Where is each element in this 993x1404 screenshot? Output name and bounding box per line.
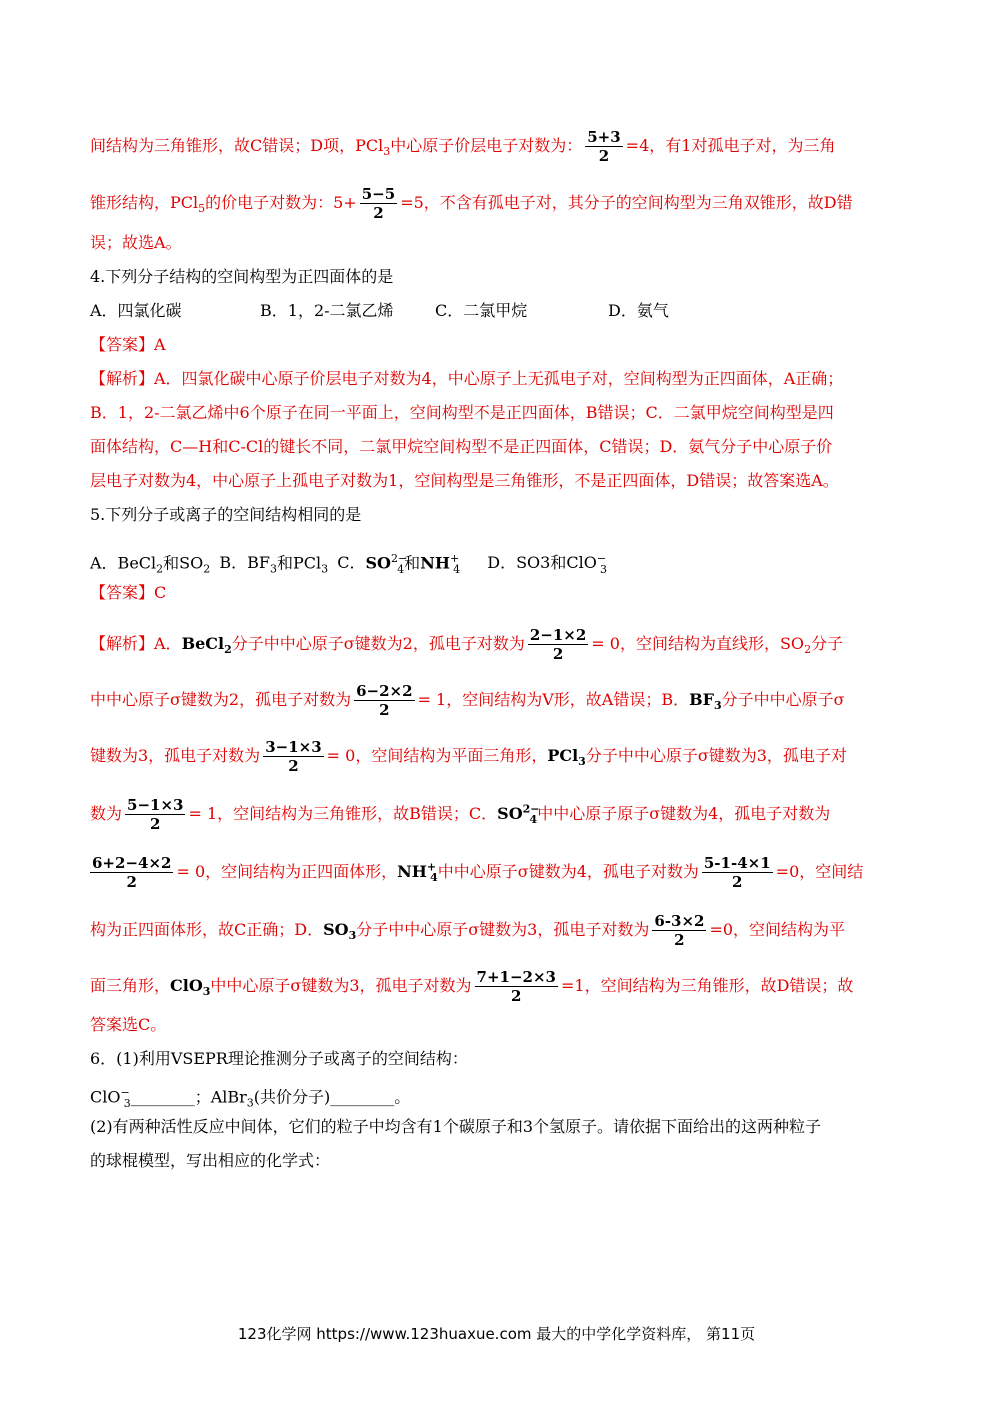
fraction-numerator: 5+3	[587, 128, 621, 146]
explanation-line	[90, 185, 853, 222]
explanation-5-line	[90, 854, 863, 891]
option-c: C．二氯甲烷	[435, 301, 528, 320]
fraction-numerator: 7+1−2×3	[476, 968, 556, 986]
answer-blank: ________；AlBr	[130, 1087, 247, 1107]
fraction-numerator: 5-1-4×1	[703, 854, 771, 872]
text: =0，空间结	[775, 862, 864, 881]
subscript: 2	[224, 643, 232, 657]
text: 中中心原子σ键数为4，孤电子对数为	[437, 862, 699, 881]
text: 锥形结构，PCl	[90, 193, 199, 212]
text: = 0，空间结构为正四面体形，	[176, 862, 398, 881]
subscript: 4	[397, 562, 405, 576]
text: 中中心原子σ键数为3，孤电子对数为	[210, 976, 472, 995]
subscript: 3	[202, 985, 211, 999]
superscript: 2−	[390, 552, 408, 565]
formula: PCl	[547, 746, 579, 765]
text: 中中心原子σ键数为2，孤电子对数为	[90, 690, 352, 709]
subscript: 3	[246, 1096, 254, 1110]
text: 分子	[811, 634, 844, 653]
option-a: A．四氯化碳	[90, 301, 182, 320]
explanation-4-line: 层电子对数为4，中心原子上孤电子对数为1，空间构型是三角锥形，不是正四面体，D错误；故答案选A。	[90, 471, 839, 490]
text: =4，有1对孤电子对，为三角	[625, 136, 836, 155]
question-5-options	[90, 548, 607, 581]
text: 的价电子对数为：5+	[205, 193, 357, 212]
text: =5，不含有孤电子对，其分子的空间构型为三角双锥形，故D错	[400, 193, 853, 212]
explanation-5-line	[90, 912, 845, 949]
explanation-5-line	[90, 682, 845, 719]
text: 和	[404, 553, 421, 573]
superscript: 2−	[522, 802, 540, 816]
subscript: 2	[804, 643, 812, 657]
superscript: −	[120, 1086, 130, 1099]
subscript: 3	[123, 1096, 131, 1110]
fraction-denominator: 2	[552, 645, 564, 663]
option-b: B．1，2-二氯乙烯	[260, 301, 394, 320]
answer-blank: (共价分子)________。	[253, 1087, 411, 1107]
question-5: 5.下列分子或离子的空间结构相同的是	[90, 505, 362, 524]
fraction-denominator: 2	[288, 757, 299, 775]
formula: ClO	[170, 976, 203, 995]
explanation-5-line	[90, 738, 847, 775]
fraction-numerator: 5−5	[361, 185, 396, 203]
explanation-4-line: 面体结构，C—H和C-Cl的键长不同，二氯甲烷空间构型不是正四面体，C错误；D．氨气分子中心原子价	[90, 437, 833, 456]
text: 中心原子价层电子对数为：	[390, 136, 583, 155]
text: =0，空间结构为平	[709, 920, 846, 939]
question-6-part-1: 6．(1)利用VSEPR理论推测分子或离子的空间结构：	[90, 1049, 468, 1068]
explanation-5-line	[90, 626, 843, 663]
subscript: 5	[198, 202, 206, 216]
text: =1，空间结构为三角锥形，故D错误；故	[560, 976, 854, 995]
fraction-numerator: 6−2×2	[356, 682, 413, 700]
page-footer: 123化学网 https://www.123huaxue.com 最大的中学化学资料库， 第11页	[237, 1325, 756, 1343]
formula: SO	[497, 804, 523, 823]
subscript: 4	[453, 562, 461, 576]
fraction	[90, 854, 173, 891]
fraction-denominator: 2	[732, 873, 743, 891]
fraction-numerator: 5−1×3	[127, 796, 184, 814]
text: = 0，空间结构为直线形，SO	[591, 634, 805, 653]
subscript: 3	[348, 929, 357, 943]
formula: BeCl	[181, 634, 225, 653]
subscript: 4	[430, 871, 438, 885]
fraction-denominator: 2	[126, 873, 137, 891]
fraction-denominator: 2	[598, 147, 610, 165]
formula: BF	[689, 690, 714, 709]
subscript: 3	[269, 562, 277, 576]
fraction-denominator: 2	[511, 987, 522, 1005]
explanation-5-line: 答案选C。	[90, 1015, 167, 1034]
text: 数为	[90, 804, 123, 823]
subscript: 4	[529, 813, 538, 827]
question-6-part-2-cont: 的球棍模型，写出相应的化学式：	[90, 1151, 331, 1170]
fraction	[652, 912, 706, 949]
fraction-numerator: 3−1×3	[265, 738, 322, 756]
formula: ClO	[90, 1087, 121, 1107]
fraction-denominator: 2	[150, 815, 161, 833]
fraction-numerator: 2−1×2	[529, 626, 587, 644]
text: 分子中中心原子σ键数为2，孤电子对数为	[231, 634, 525, 653]
fraction-numerator: 6-3×2	[654, 912, 705, 930]
formula: NH	[397, 862, 427, 881]
text: = 0，空间结构为平面三角形，	[326, 746, 548, 765]
subscript: 3	[600, 562, 608, 576]
fraction-denominator: 2	[379, 701, 390, 719]
explanation-4-line: B．1，2-二氯乙烯中6个原子在同一平面上，空间构型不是正四面体，B错误；C．二氯甲烷空间构型是四	[90, 403, 834, 422]
fraction	[360, 185, 397, 222]
text: 和PCl	[276, 553, 322, 573]
option-a: A．BeCl	[90, 553, 157, 573]
fraction	[125, 796, 185, 833]
text: 面三角形，	[90, 976, 171, 995]
subscript: 2	[156, 562, 164, 576]
explanation-line	[90, 128, 835, 165]
text: 分子中中心原子σ键数为3，孤电子对数为	[356, 920, 650, 939]
explanation-line: 误；故选A。	[90, 233, 182, 252]
superscript: −	[596, 552, 607, 565]
option-c: C．	[337, 553, 366, 573]
fraction	[702, 854, 773, 891]
question-6-blanks	[90, 1082, 410, 1115]
text: 构为正四面体形，故C正确；D．	[90, 920, 324, 939]
subscript: 3	[714, 699, 722, 713]
fraction-denominator: 2	[373, 204, 384, 222]
answer-4: 【答案】A	[90, 335, 166, 354]
explanation-5-line	[90, 796, 830, 833]
explanation-4-line: 【解析】A．四氯化碳中心原子价层电子对数为4，中心原子上无孤电子对，空间构型为正四面体，A正确；	[90, 369, 844, 388]
explanation-5-line	[90, 968, 853, 1005]
text: 键数为3，孤电子对数为	[90, 746, 261, 765]
superscript: +	[449, 552, 460, 565]
fraction	[475, 968, 558, 1005]
subscript: 2	[203, 562, 211, 576]
formula: NH	[420, 553, 450, 573]
formula: SO	[323, 920, 349, 939]
answer-5: 【答案】C	[90, 583, 167, 602]
subscript: 3	[383, 145, 391, 159]
fraction	[528, 626, 588, 663]
text: 和SO	[163, 553, 204, 573]
text: 间结构为三角锥形，故C错误；D项，PCl	[90, 136, 384, 155]
option-d: D．氨气	[608, 301, 669, 320]
superscript: +	[426, 860, 437, 874]
text: 分子中中心原子σ键数为3，孤电子对	[585, 746, 847, 765]
formula: SO	[365, 553, 391, 573]
text: 【解析】A．	[90, 634, 182, 653]
text: = 1，空间结构为三角锥形，故B错误；C．	[188, 804, 498, 823]
question-4: 4.下列分子结构的空间构型为正四面体的是	[90, 267, 394, 286]
fraction	[585, 128, 622, 165]
subscript: 3	[578, 755, 586, 769]
fraction-numerator: 6+2−4×2	[92, 854, 172, 872]
text: = 1，空间结构为V形，故A错误；B．	[417, 690, 690, 709]
subscript: 3	[321, 562, 329, 576]
option-d: D．SO3和ClO	[487, 553, 597, 573]
fraction	[354, 682, 414, 719]
option-b: B．BF	[219, 553, 270, 573]
fraction	[263, 738, 323, 775]
fraction-denominator: 2	[674, 931, 685, 949]
text: 分子中中心原子σ	[721, 690, 845, 709]
question-6-part-2: (2)有两种活性反应中间体，它们的粒子中均含有1个碳原子和3个氢原子。请依据下面给出的这两种粒子	[90, 1117, 822, 1136]
text: 中中心原子原子σ键数为4，孤电子对数为	[537, 804, 831, 823]
